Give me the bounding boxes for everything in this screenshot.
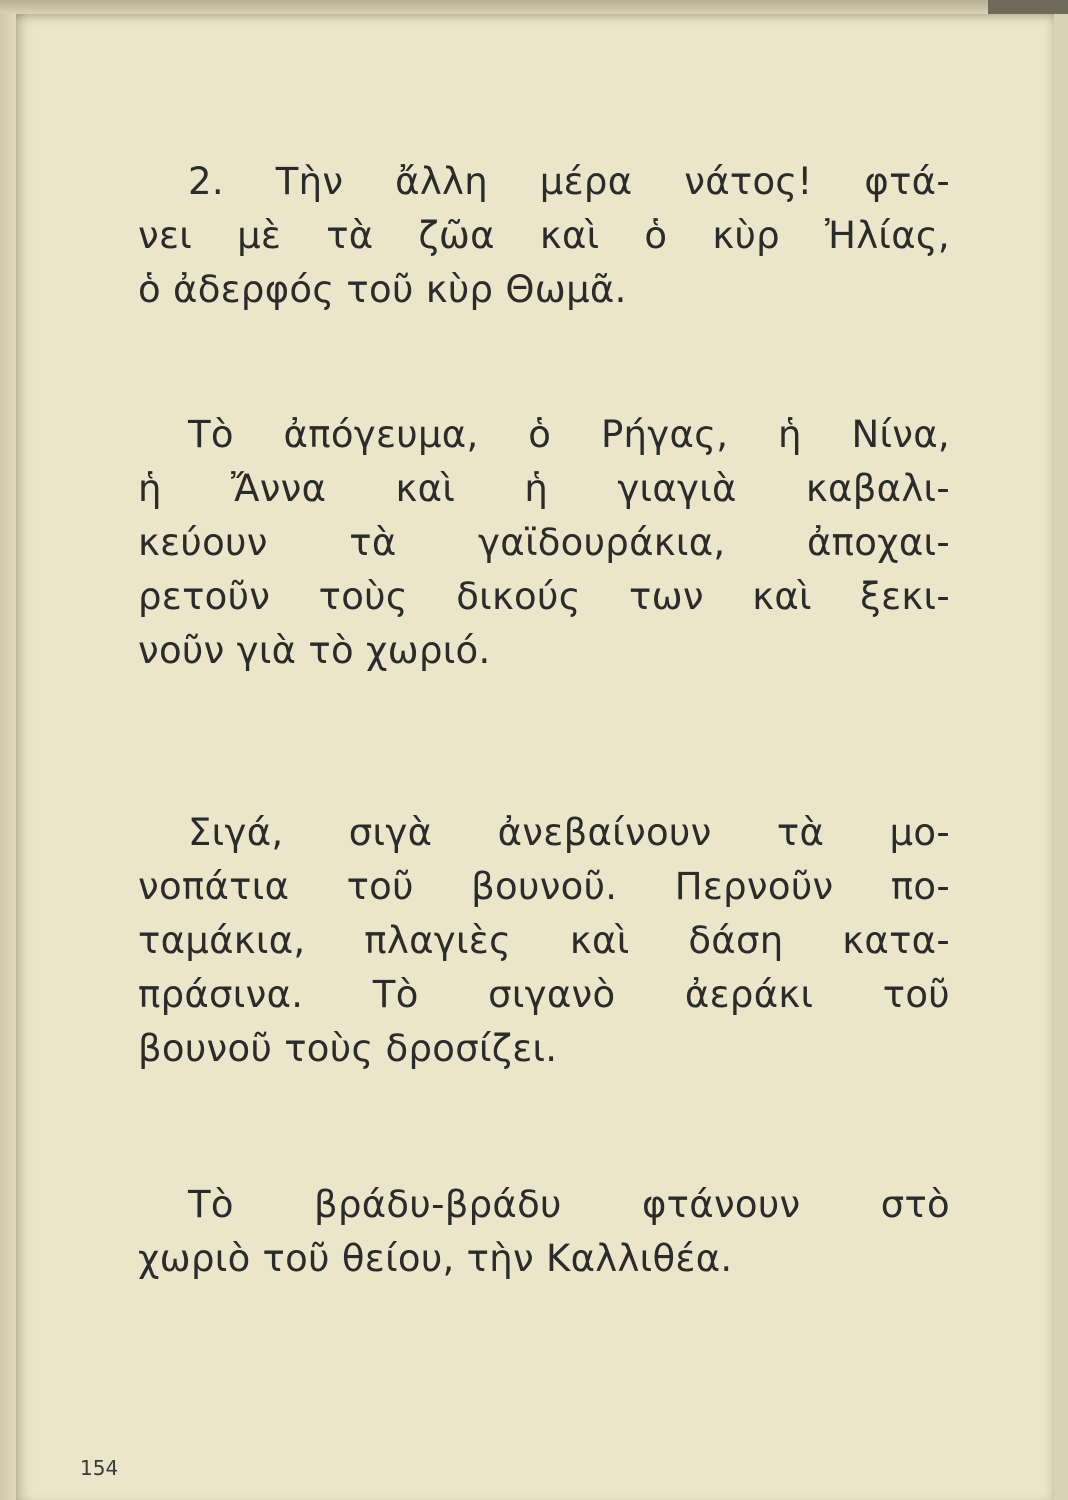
text-line: 2. Τὴν ἄλλη μέρα νάτος! φτά- <box>188 160 950 203</box>
text-line: νοῦν γιὰ τὸ χωριό. <box>138 629 491 672</box>
text-line: ὁ ἀδερφός τοῦ κὺρ Θωμᾶ. <box>138 268 627 311</box>
book-spine-shadow <box>0 0 16 1500</box>
paragraph-4 <box>138 1178 950 1286</box>
paragraph-3 <box>138 806 950 1076</box>
paragraph-1 <box>138 155 950 317</box>
text-line: ἡ Ἄννα καὶ ἡ γιαγιὰ καβαλι- <box>138 467 950 510</box>
text-line: κεύουν τὰ γαϊδουράκια, ἀποχαι- <box>138 521 950 564</box>
page-number: 154 <box>80 1456 119 1480</box>
text-line: Σιγά, σιγὰ ἀνεβαίνουν τὰ μο- <box>188 811 950 854</box>
text-line: νει μὲ τὰ ζῶα καὶ ὁ κὺρ Ἠλίας, <box>138 214 950 257</box>
page-top-edge <box>0 0 1068 14</box>
text-line: πράσινα. Τὸ σιγανὸ ἀεράκι τοῦ <box>138 973 950 1016</box>
text-line: ρετοῦν τοὺς δικούς των καὶ ξεκι- <box>138 575 950 618</box>
dark-corner <box>988 0 1068 14</box>
text-line: νοπάτια τοῦ βουνοῦ. Περνοῦν πο- <box>138 865 950 908</box>
text-line: Τὸ βράδυ-βράδυ φτάνουν στὸ <box>188 1183 950 1226</box>
text-line: βουνοῦ τοὺς δροσίζει. <box>138 1027 558 1070</box>
paragraph-2 <box>138 408 950 678</box>
text-line: χωριὸ τοῦ θείου, τὴν Καλλιθέα. <box>138 1237 733 1280</box>
text-line: Τὸ ἀπόγευμα, ὁ Ρήγας, ἡ Νίνα, <box>188 413 950 456</box>
text-line: ταμάκια, πλαγιὲς καὶ δάση κατα- <box>138 919 950 962</box>
